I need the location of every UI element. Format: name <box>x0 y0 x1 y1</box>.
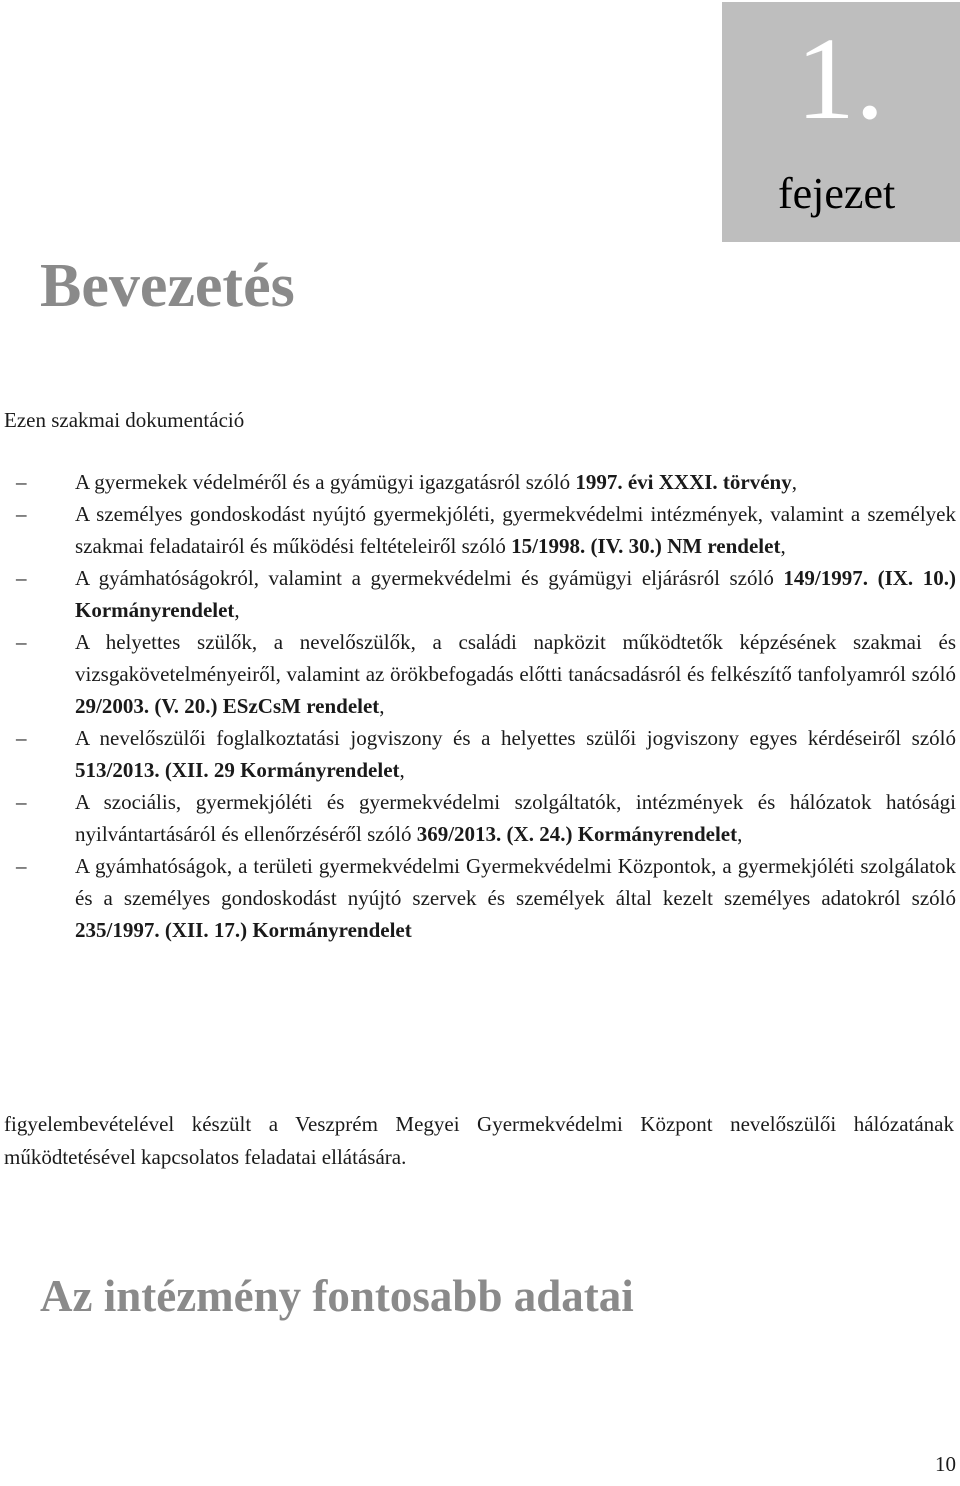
law-tail: , <box>737 822 743 846</box>
law-reference: 29/2003. (V. 20.) ESzCsM rendelet <box>75 694 380 718</box>
list-item <box>0 786 960 850</box>
section-title: Az intézmény fontosabb adatai <box>40 1271 634 1321</box>
chapter-box <box>722 2 960 242</box>
law-reference: 149/1997. (IX. 10.) Kormányrendelet <box>75 566 956 622</box>
page-number: 10 <box>935 1452 956 1476</box>
page-title: Bevezetés <box>40 252 295 320</box>
list-item <box>0 850 960 946</box>
dash-bullet: – <box>16 726 27 750</box>
law-tail: , <box>379 694 385 718</box>
law-text: A nevelőszülői foglalkoztatási jogviszony és a helyettes szülői jogviszony egyes kérdéseiről szóló <box>75 726 956 750</box>
law-text: A gyámhatóságok, a területi gyermekvédelmi Gyermekvédelmi Központok, a gyermekjóléti szolgálatok és a személyes gondoskodást nyújtó szervek és személyek által kezelt személyes adatokról szóló <box>75 854 956 910</box>
law-list <box>0 466 960 946</box>
list-item <box>0 722 960 786</box>
closing-paragraph: figyelembevételével készült a Veszprém Megyei Gyermekvédelmi Központ nevelőszülői hálózatának működtetésével kapcsolatos feladatai ellátására. <box>4 1112 954 1169</box>
law-tail: , <box>780 534 786 558</box>
law-text: A szociális, gyermekjóléti és gyermekvédelmi szolgáltatók, intézmények és hálózatok hatósági nyilvántartásáról és ellenőrzéséről szóló <box>75 790 956 846</box>
law-reference: 235/1997. (XII. 17.) Kormányrendelet <box>75 918 412 942</box>
dash-bullet: – <box>16 790 27 814</box>
law-text: A gyámhatóságokról, valamint a gyermekvédelmi és gyámügyi eljárásról szóló <box>75 566 784 590</box>
chapter-number: 1. <box>796 13 885 144</box>
law-reference: 369/2013. (X. 24.) Kormányrendelet <box>416 822 738 846</box>
list-item <box>0 562 960 626</box>
dash-bullet: – <box>16 566 27 590</box>
intro-text: Ezen szakmai dokumentáció <box>4 408 245 432</box>
dash-bullet: – <box>16 502 27 526</box>
list-item <box>0 626 960 722</box>
list-item <box>0 466 960 498</box>
law-text: A személyes gondoskodást nyújtó gyermekjóléti, gyermekvédelmi intézmények, valamint a személyek szakmai feladatairól és működési feltételeiről szóló <box>75 502 956 558</box>
law-reference: 1997. évi XXXI. törvény <box>575 470 792 494</box>
law-tail: , <box>234 598 240 622</box>
law-text: A helyettes szülők, a nevelőszülők, a családi napközit működtetők képzésének szakmai és vizsgakövetelményeiről, valamint az örökbefogadás előtti tanácsadásról és felkészítő tanfolyamról szóló <box>75 630 956 686</box>
law-text: A gyermekek védelméről és a gyámügyi igazgatásról szóló <box>75 470 576 494</box>
list-item <box>0 498 960 562</box>
law-reference: 15/1998. (IV. 30.) NM rendelet <box>511 534 781 558</box>
chapter-label: fejezet <box>778 169 896 218</box>
law-tail: , <box>399 758 405 782</box>
dash-bullet: – <box>16 470 27 494</box>
law-tail: , <box>791 470 797 494</box>
dash-bullet: – <box>16 630 27 654</box>
law-reference: 513/2013. (XII. 29 Kormányrendelet <box>75 758 400 782</box>
dash-bullet: – <box>16 854 27 878</box>
